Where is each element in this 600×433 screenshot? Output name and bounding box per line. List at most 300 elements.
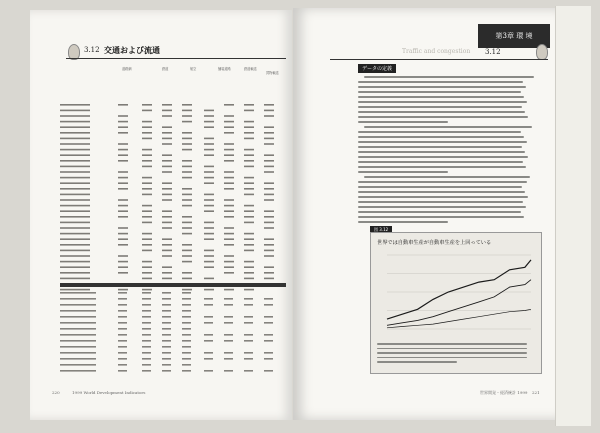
table-cell — [118, 188, 128, 190]
table-cell — [244, 154, 254, 156]
table-cell — [204, 171, 214, 173]
table-cell — [244, 194, 254, 196]
table-cell — [142, 261, 152, 263]
body-text-block — [358, 76, 536, 226]
table-cell — [224, 210, 234, 212]
country-name — [60, 199, 90, 201]
table-cell — [244, 216, 254, 218]
table-cell — [224, 244, 234, 246]
table-cell — [244, 222, 254, 224]
table-cell — [162, 154, 172, 156]
table-cell — [182, 143, 192, 145]
table-cell — [118, 261, 128, 263]
lower-table-cell — [204, 340, 213, 342]
table-cell — [264, 160, 274, 162]
table-cell — [182, 121, 192, 123]
lower-table-cell — [118, 304, 127, 306]
text-line — [358, 166, 526, 168]
lower-table-header — [60, 283, 286, 287]
table-cell — [264, 272, 274, 274]
table-cell — [204, 154, 214, 156]
country-name — [60, 210, 90, 212]
table-cell — [244, 182, 254, 184]
text-line — [358, 161, 523, 163]
table-cell — [118, 115, 128, 117]
country-name — [60, 227, 90, 229]
col-header-4: 舗装道路 — [218, 67, 231, 71]
table-cell — [162, 222, 172, 224]
table-cell — [244, 104, 254, 106]
table-cell — [118, 216, 128, 218]
table-cell — [162, 255, 172, 257]
lower-table-cell — [142, 304, 151, 306]
lower-table-cell — [264, 358, 273, 360]
text-line — [358, 221, 448, 223]
table-cell — [204, 194, 214, 196]
table-cell — [244, 121, 254, 123]
table-cell — [204, 233, 214, 235]
table-cell — [118, 160, 128, 162]
table-cell — [224, 154, 234, 156]
lower-table-cell — [204, 352, 213, 354]
table-cell — [244, 289, 254, 291]
table-cell — [204, 227, 214, 229]
table-cell — [182, 250, 192, 252]
table-cell — [182, 138, 192, 140]
table-cell — [118, 289, 128, 291]
lower-table-cell — [162, 346, 171, 348]
lower-table-cell — [142, 358, 151, 360]
table-cell — [118, 182, 128, 184]
country-name — [60, 121, 90, 123]
text-line — [358, 91, 521, 93]
lower-table-cell — [264, 316, 273, 318]
lower-table-cell — [244, 334, 253, 336]
country-name — [60, 278, 90, 280]
table-cell — [204, 261, 214, 263]
table-cell — [162, 199, 172, 201]
lower-row-label — [60, 310, 96, 312]
table-cell — [118, 266, 128, 268]
lower-table-cell — [182, 370, 191, 372]
table-cell — [264, 126, 274, 128]
country-name — [60, 149, 90, 151]
table-cell — [118, 154, 128, 156]
table-cell — [244, 266, 254, 268]
table-cell — [224, 233, 234, 235]
chart-title: 世界では自動車生産が自動車生産を上回っている — [377, 240, 492, 246]
table-cell — [182, 171, 192, 173]
table-cell — [162, 216, 172, 218]
lower-table-cell — [162, 298, 171, 300]
text-line — [358, 201, 523, 203]
lower-row-label — [60, 370, 96, 372]
lower-table-cell — [182, 298, 191, 300]
country-name — [60, 104, 90, 106]
table-cell — [162, 272, 172, 274]
table-cell — [142, 278, 152, 280]
table-cell — [118, 126, 128, 128]
table-cell — [182, 149, 192, 151]
table-cell — [244, 244, 254, 246]
table-cell — [162, 138, 172, 140]
country-name — [60, 166, 90, 168]
lower-table-cell — [224, 304, 233, 306]
country-name — [60, 154, 90, 156]
text-line — [358, 81, 523, 83]
col-header-1: 道路網 — [122, 67, 132, 71]
table-cell — [142, 121, 152, 123]
lower-table-cell — [264, 322, 273, 324]
table-cell — [264, 238, 274, 240]
text-line — [358, 186, 522, 188]
table-cell — [162, 171, 172, 173]
table-cell — [142, 110, 152, 112]
table-cell — [118, 104, 128, 106]
table-cell — [142, 166, 152, 168]
country-name — [60, 177, 90, 179]
lower-table-cell — [224, 334, 233, 336]
text-line — [358, 121, 448, 123]
table-cell — [204, 143, 214, 145]
table-cell — [182, 160, 192, 162]
table-cell — [182, 177, 192, 179]
table-cell — [182, 278, 192, 280]
table-cell — [224, 104, 234, 106]
table-cell — [118, 255, 128, 257]
lower-table-cell — [244, 358, 253, 360]
table-cell — [224, 143, 234, 145]
lower-table-cell — [118, 352, 127, 354]
text-line — [358, 101, 527, 103]
lower-row-label — [60, 352, 96, 354]
lower-table-cell — [244, 322, 253, 324]
col-header-2: 鉄道 — [162, 67, 169, 71]
table-cell — [224, 126, 234, 128]
lower-table-cell — [118, 310, 127, 312]
lower-table-cell — [118, 322, 127, 324]
table-cell — [224, 160, 234, 162]
table-cell — [204, 166, 214, 168]
table-cell — [182, 104, 192, 106]
chart-note-line — [377, 357, 527, 359]
lower-table-cell — [264, 340, 273, 342]
table-cell — [204, 149, 214, 151]
table-cell — [162, 143, 172, 145]
table-cell — [182, 115, 192, 117]
table-cell — [142, 233, 152, 235]
table-cell — [244, 233, 254, 235]
table-cell — [204, 138, 214, 140]
table-cell — [224, 188, 234, 190]
lower-row-label — [60, 340, 96, 342]
table-cell — [142, 194, 152, 196]
series-line — [387, 260, 531, 319]
table-cell — [204, 250, 214, 252]
lower-row-label — [60, 346, 96, 348]
col-header-6: 貨物輸送 — [266, 71, 279, 75]
right-section-title-en: Traffic and congestion — [402, 48, 471, 55]
table-cell — [118, 233, 128, 235]
country-name — [60, 110, 90, 112]
lower-table-cell — [142, 298, 151, 300]
table-cell — [224, 121, 234, 123]
table-cell — [204, 199, 214, 201]
table-cell — [224, 216, 234, 218]
country-name — [60, 289, 90, 291]
right-section-number: 3.12 — [485, 48, 501, 56]
chart-notes — [377, 343, 533, 369]
table-cell — [244, 110, 254, 112]
table-cell — [264, 171, 274, 173]
table-cell — [118, 244, 128, 246]
text-line — [358, 96, 524, 98]
table-cell — [224, 149, 234, 151]
table-cell — [142, 126, 152, 128]
table-cell — [264, 110, 274, 112]
table-cell — [264, 188, 274, 190]
text-line — [358, 156, 528, 158]
book-cover-edge — [555, 6, 591, 426]
table-cell — [162, 166, 172, 168]
lower-table-cell — [118, 298, 127, 300]
table-cell — [142, 154, 152, 156]
lower-table-cell — [142, 292, 151, 294]
country-name — [60, 143, 90, 145]
text-line — [358, 216, 524, 218]
table-cell — [224, 227, 234, 229]
text-line — [364, 126, 532, 128]
table-cell — [162, 266, 172, 268]
text-line — [358, 141, 527, 143]
lower-row-label — [60, 304, 96, 306]
text-line — [358, 206, 526, 208]
table-cell — [182, 188, 192, 190]
lower-table-cell — [204, 316, 213, 318]
lower-table-cell — [118, 358, 127, 360]
lower-table-cell — [162, 304, 171, 306]
country-name — [60, 255, 90, 257]
lower-table-cell — [182, 292, 191, 294]
table-cell — [118, 199, 128, 201]
chart-note-line — [377, 352, 527, 354]
text-line — [358, 86, 526, 88]
table-cell — [264, 166, 274, 168]
lower-table-cell — [118, 364, 127, 366]
lower-table-cell — [162, 358, 171, 360]
text-line — [358, 196, 528, 198]
table-cell — [162, 160, 172, 162]
text-line — [358, 181, 527, 183]
country-name — [60, 188, 90, 190]
table-cell — [162, 110, 172, 112]
country-name — [60, 272, 90, 274]
lower-table-cell — [224, 340, 233, 342]
lower-table-cell — [204, 334, 213, 336]
table-cell — [264, 143, 274, 145]
table-cell — [244, 278, 254, 280]
table-cell — [162, 194, 172, 196]
chapter-tab: 第3章 環 境 — [478, 24, 550, 48]
lower-table-cell — [182, 352, 191, 354]
table-cell — [142, 272, 152, 274]
table-cell — [142, 138, 152, 140]
lower-row-label — [60, 298, 96, 300]
table-cell — [162, 115, 172, 117]
table-cell — [182, 132, 192, 134]
left-section-number: 3.12 — [84, 46, 100, 54]
lower-table-cell — [118, 328, 127, 330]
table-cell — [204, 177, 214, 179]
lower-table-cell — [118, 346, 127, 348]
figure-label: 図 3.12 — [370, 226, 392, 234]
lower-table-cell — [204, 304, 213, 306]
table-cell — [244, 250, 254, 252]
lower-table-cell — [182, 334, 191, 336]
country-name — [60, 132, 90, 134]
lower-table-cell — [142, 316, 151, 318]
lower-table-cell — [244, 352, 253, 354]
lower-table-cell — [118, 316, 127, 318]
table-cell — [182, 233, 192, 235]
lower-table-cell — [204, 322, 213, 324]
right-footer-text: 世界開発・経済統計 1999 — [480, 390, 528, 395]
table-cell — [224, 238, 234, 240]
text-line — [358, 136, 524, 138]
lower-table-cell — [162, 322, 171, 324]
country-name — [60, 115, 90, 117]
lower-table-cell — [142, 328, 151, 330]
lower-table-cell — [162, 328, 171, 330]
table-cell — [204, 210, 214, 212]
table-cell — [204, 266, 214, 268]
lower-table-cell — [182, 340, 191, 342]
text-line — [358, 111, 525, 113]
right-page-number: 221 — [532, 390, 540, 395]
lower-table-cell — [142, 370, 151, 372]
text-line — [364, 176, 530, 178]
country-name — [60, 266, 90, 268]
table-cell — [182, 272, 192, 274]
lower-table-cell — [224, 298, 233, 300]
country-name — [60, 171, 90, 173]
table-cell — [244, 166, 254, 168]
table-cell — [204, 222, 214, 224]
text-line — [358, 151, 525, 153]
table-cell — [142, 244, 152, 246]
table-cell — [264, 278, 274, 280]
table-cell — [244, 188, 254, 190]
table-cell — [118, 238, 128, 240]
table-cell — [162, 210, 172, 212]
text-line — [358, 131, 521, 133]
table-cell — [118, 121, 128, 123]
table-cell — [162, 227, 172, 229]
table-cell — [204, 126, 214, 128]
table-cell — [264, 154, 274, 156]
lower-row-label — [60, 334, 96, 336]
table-cell — [162, 182, 172, 184]
table-cell — [264, 115, 274, 117]
table-cell — [118, 132, 128, 134]
table-cell — [162, 278, 172, 280]
table-cell — [142, 160, 152, 162]
table-cell — [244, 160, 254, 162]
text-line — [358, 211, 521, 213]
table-cell — [244, 272, 254, 274]
table-cell — [118, 177, 128, 179]
table-cell — [224, 255, 234, 257]
lower-table-cell — [142, 334, 151, 336]
table-cell — [182, 261, 192, 263]
table-cell — [162, 238, 172, 240]
lower-table-cell — [182, 364, 191, 366]
table-cell — [204, 121, 214, 123]
lower-table-cell — [118, 334, 127, 336]
table-cell — [264, 255, 274, 257]
table-cell — [118, 227, 128, 229]
table-cell — [182, 199, 192, 201]
table-cell — [182, 194, 192, 196]
table-cell — [118, 171, 128, 173]
text-line — [364, 76, 534, 78]
lower-table-cell — [204, 370, 213, 372]
table-cell — [142, 238, 152, 240]
series-line — [387, 280, 531, 326]
table-cell — [264, 222, 274, 224]
lower-table-cell — [162, 316, 171, 318]
table-cell — [204, 255, 214, 257]
table-cell — [142, 266, 152, 268]
table-cell — [182, 289, 192, 291]
country-name — [60, 182, 90, 184]
col-header-5: 鉄道輸送 — [244, 67, 257, 71]
lower-table-cell — [224, 358, 233, 360]
table-cell — [264, 266, 274, 268]
table-cell — [264, 138, 274, 140]
table-cell — [142, 216, 152, 218]
chart-note-line — [377, 343, 527, 345]
lower-table-cell — [162, 352, 171, 354]
right-header-rule — [330, 59, 548, 60]
table-cell — [224, 272, 234, 274]
lower-row-label — [60, 316, 96, 318]
lower-table-cell — [244, 304, 253, 306]
table-cell — [162, 250, 172, 252]
table-cell — [264, 227, 274, 229]
table-cell — [142, 250, 152, 252]
lower-table-cell — [142, 322, 151, 324]
table-cell — [182, 110, 192, 112]
table-cell — [204, 289, 214, 291]
lower-row-label — [60, 292, 96, 294]
country-name — [60, 261, 90, 263]
text-line — [358, 106, 522, 108]
lower-table-cell — [182, 316, 191, 318]
table-cell — [118, 210, 128, 212]
lower-table-cell — [142, 340, 151, 342]
lower-table-cell — [162, 340, 171, 342]
lower-table-cell — [244, 298, 253, 300]
table-cell — [204, 278, 214, 280]
lower-table-cell — [162, 334, 171, 336]
lower-table-cell — [118, 340, 127, 342]
country-name — [60, 222, 90, 224]
lower-row-label — [60, 364, 96, 366]
table-cell — [204, 205, 214, 207]
table-cell — [224, 132, 234, 134]
table-cell — [264, 194, 274, 196]
